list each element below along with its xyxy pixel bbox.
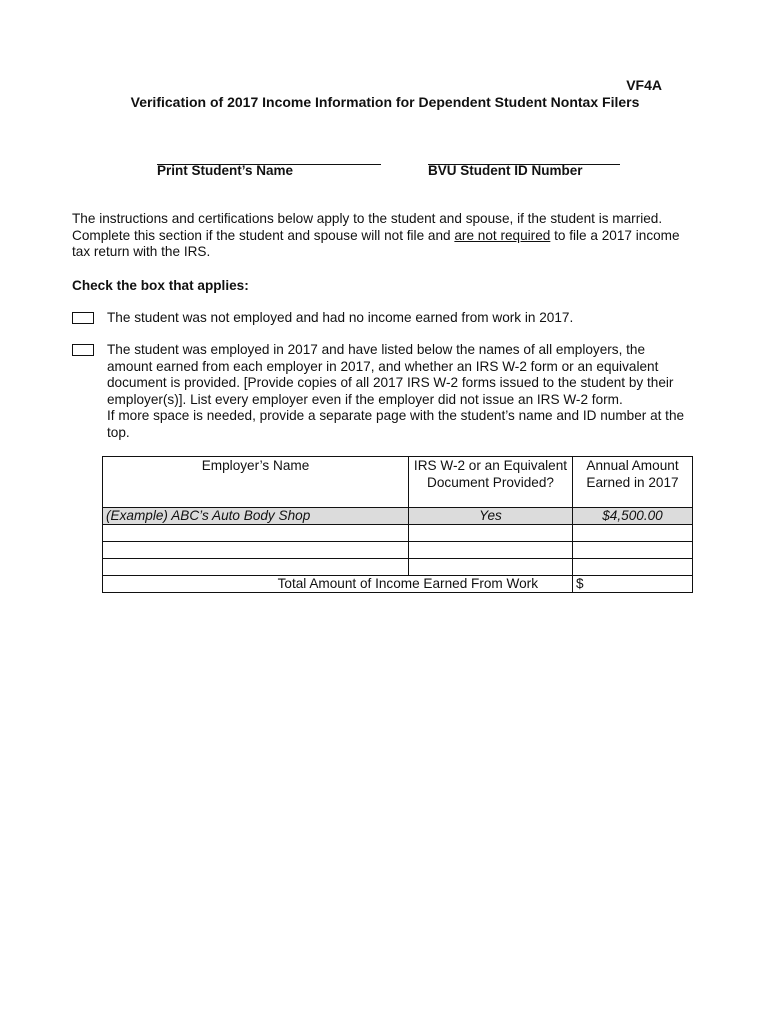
- employer-name-cell[interactable]: [103, 542, 409, 559]
- w2-cell[interactable]: [409, 559, 573, 576]
- total-amount-cell[interactable]: $: [573, 576, 693, 593]
- example-employer: (Example) ABC’s Auto Body Shop: [103, 508, 409, 525]
- w2-cell[interactable]: [409, 525, 573, 542]
- option-line: employer(s)]. List every employer even if the employer did not issue an IRS W-2 form.: [107, 391, 623, 407]
- employer-name-cell[interactable]: [103, 525, 409, 542]
- header-w2-provided: IRS W-2 or an Equivalent Document Provided?: [409, 457, 573, 508]
- table-total-row: [103, 576, 693, 593]
- table-row: [103, 525, 693, 542]
- check-heading: Check the box that applies:: [72, 278, 249, 293]
- option-line: The student was employed in 2017 and have listed below the names of all employers, the: [107, 342, 646, 357]
- option-line: If more space is needed, provide a separate page with the student’s name and ID number at the: [107, 408, 685, 423]
- option-line: top.: [107, 424, 130, 440]
- instructions-line: tax return with the IRS.: [72, 244, 211, 259]
- form-code: VF4A: [626, 77, 662, 93]
- table-header-row: [103, 457, 693, 508]
- employer-table: [102, 456, 693, 593]
- table-row: [103, 559, 693, 576]
- student-id-label: BVU Student ID Number: [428, 163, 583, 178]
- example-w2: Yes: [409, 508, 573, 525]
- option-line: The student was not employed and had no income earned from work in 2017.: [107, 310, 574, 325]
- instructions-text: to file a 2017 income: [550, 227, 680, 243]
- amount-cell[interactable]: [573, 559, 693, 576]
- instructions-line: The instructions and certifications below apply to the student and spouse, if the student is married.: [72, 211, 663, 226]
- instructions-line: [72, 228, 702, 245]
- instructions-text: Complete this section if the student and spouse will not file and: [72, 227, 455, 243]
- header-employer-name: Employer’s Name: [103, 457, 409, 508]
- table-row: [103, 542, 693, 559]
- amount-cell[interactable]: [573, 525, 693, 542]
- option-line: amount earned from each employer in 2017, and whether an IRS W-2 form or an equivalent: [107, 358, 659, 374]
- table-row-example: [103, 508, 693, 525]
- amount-cell[interactable]: [573, 542, 693, 559]
- example-amount: $4,500.00: [573, 508, 693, 525]
- employed-checkbox[interactable]: [72, 344, 94, 356]
- option-employed: [107, 342, 707, 441]
- option-not-employed: [107, 310, 707, 327]
- option-line: document is provided. [Provide copies of all 2017 IRS W-2 forms issued to the student by their: [107, 375, 674, 390]
- w2-cell[interactable]: [409, 542, 573, 559]
- underlined-text: are not required: [454, 227, 551, 243]
- student-name-label: Print Student’s Name: [157, 163, 294, 178]
- page-title: Verification of 2017 Income Information for Dependent Student Nontax Filers: [130, 94, 640, 110]
- not-employed-checkbox[interactable]: [72, 312, 94, 324]
- employer-name-cell[interactable]: [103, 559, 409, 576]
- header-annual-amount: Annual Amount Earned in 2017: [573, 457, 693, 508]
- instructions-paragraph: [72, 211, 702, 261]
- total-label: Total Amount of Income Earned From Work: [103, 576, 573, 593]
